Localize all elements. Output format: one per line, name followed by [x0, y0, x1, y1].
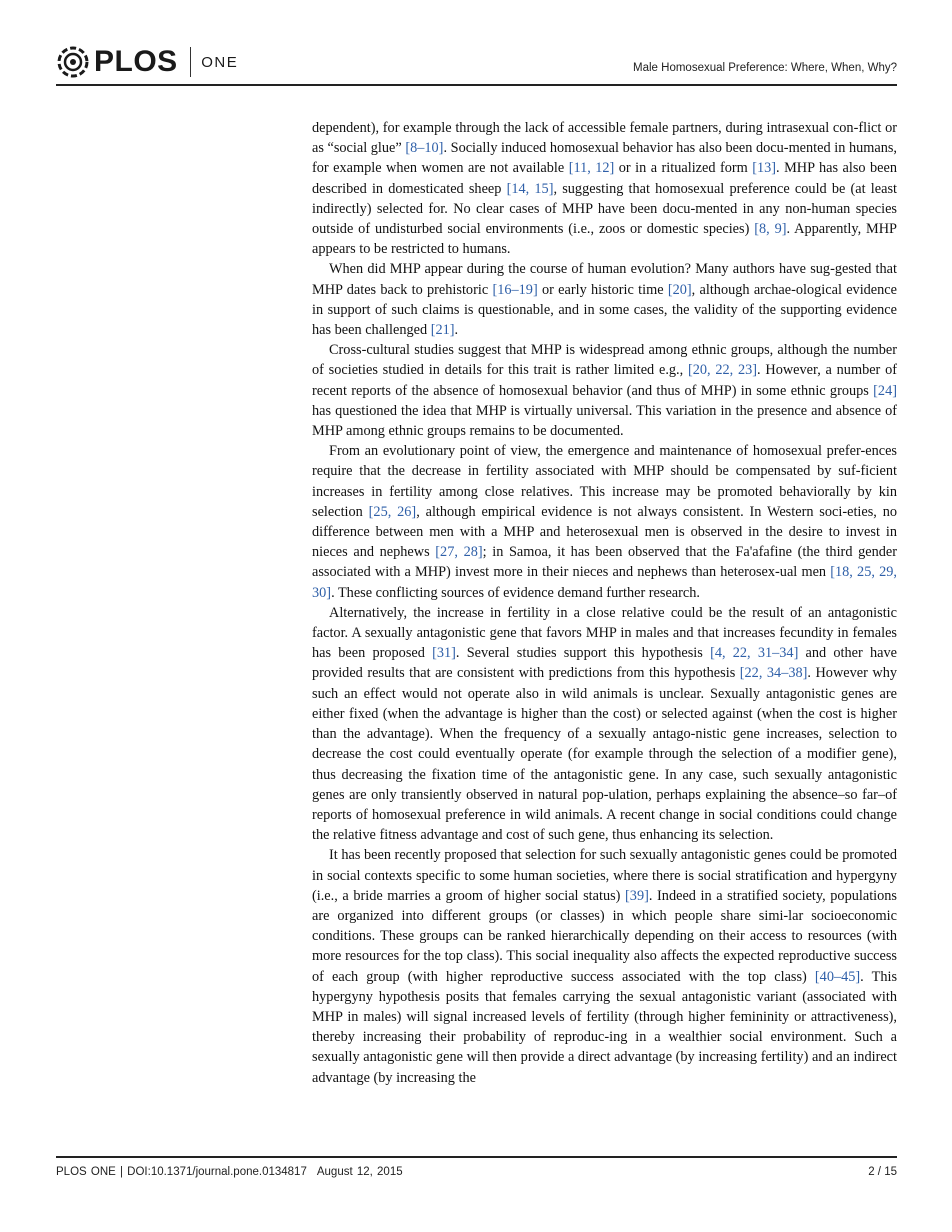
citation-link[interactable]: [11, 12]: [568, 160, 615, 177]
body-paragraph: [312, 603, 897, 845]
paragraph-text: ; in Samoa, it has been observed that the Fa'afafine (the third gender associated with a MHP) invest more in their nieces and nephews than heterosex-ual men: [312, 544, 897, 581]
citation-link[interactable]: [18, 25, 29, 30]: [312, 564, 897, 601]
citation-link[interactable]: [20, 22, 23]: [687, 362, 758, 379]
paragraph-text: has questioned the idea that MHP is virtually universal. This variation in the presence and absence of MHP among ethnic groups remains to be documented.: [312, 402, 897, 440]
body-paragraph: [312, 259, 897, 340]
paragraph-text: Alternatively, the increase in fertility in a close relative could be the result of an antagonistic factor. A sexually antagonistic gene that favors MHP in males and that increases fecundity in females has been proposed: [312, 604, 897, 662]
body-paragraph: [312, 441, 897, 603]
footer-date: August 12, 2015: [316, 1166, 403, 1178]
body-paragraph: [312, 340, 897, 441]
article-body: [312, 118, 897, 1088]
citation-link[interactable]: [8–10]: [405, 140, 444, 157]
paragraph-text: , suggesting that homosexual preference could be (at least indirectly) selected for. No clear cases of MHP have been docu-mented in any non-human species outside of undisturbed social environments (i.e., zoos or domestic species): [312, 180, 897, 238]
logo-wordmark: PLOS: [94, 45, 178, 78]
paragraph-text: Cross-cultural studies suggest that MHP is widespread among ethnic groups, although the number of societies studied in details for this trait is rather limited e.g.,: [312, 342, 897, 379]
paragraph-text: From an evolutionary point of view, the emergence and maintenance of homosexual prefer-ences require that the decrease in fertility associated with MHP should be compensated by suf-ficient increases in fertility among close relatives. This increase may be promoted behaviorally by kin selection: [312, 443, 897, 520]
paragraph-text: It has been recently proposed that selection for such sexually antagonistic genes could be promoted in social contexts specific to some human societies, where there is social stratification and hypergyny (i.e., a bride marries a groom of higher social status): [312, 847, 897, 904]
paragraph-text: . This hypergyny hypothesis posits that females carrying the sexual antagonistic variant (associated with MHP in males) will signal increased levels of fertility (through higher femininity or attractiveness), thereby increasing their probability of reproduc-ing in a wealthier social environment. Such a sexually antagonistic gene will then provide a direct advantage (by increasing fertility) and an indirect advantage (by increasing the: [312, 968, 898, 1086]
paragraph-text: . However why such an effect would not operate also in wild animals is unclear. Sexually antagonistic genes are either fixed (when the advantage is higher than the cost) or selected against (when the cost is higher than the advantage). When the frequency of a sexually antago-nistic gene increases, selection to decrease the cost could eventually operate (for example through the selection of a modifier gene), thus decreasing the fixation time of the antagonistic gene. In any case, such sexually antagonistic genes are only transiently observed in natural pop-ulation, perhaps explaining the absence–so far–of reports of homosexual preference in wild animals. A recent change in social conditions could change the relative fitness advantage and cost of such gene, thus enhancing its selection.: [312, 665, 897, 844]
page-header: [56, 40, 897, 86]
paragraph-text: . These conflicting sources of evidence demand further research.: [331, 584, 700, 601]
citation-link[interactable]: [40–45]: [814, 968, 861, 985]
paragraph-text: . Several studies support this hypothesis: [455, 645, 711, 662]
paragraph-text: . However, a number of recent reports of the absence of homosexual behavior (and thus of MHP) in some ethnic groups: [312, 362, 897, 399]
paragraph-text: or in a ritualized form: [614, 160, 753, 177]
paragraph-text: . Indeed in a stratified society, populations are organized into different groups (or classes) in which people share simi-lar socioeconomic conditions. These groups can be ranked hierarchically depending on their access to resources (with more resources for the top class). This social inequality also affects the expected reproductive success of each group (with higher reproductive success associated with the top class): [312, 887, 898, 985]
paragraph-text: . Apparently, MHP appears to be restricted to humans.: [312, 221, 898, 258]
running-title: Male Homosexual Preference: Where, When, Why?: [633, 62, 897, 74]
citation-link[interactable]: [13]: [752, 160, 777, 177]
plos-one-logo: [56, 42, 238, 82]
citation-link[interactable]: [4, 22, 31–34]: [710, 645, 799, 662]
body-paragraph: [312, 845, 897, 1087]
paragraph-text: and other have provided results that are consistent with predictions from this hypothesis: [312, 645, 897, 682]
citation-link[interactable]: [14, 15]: [506, 180, 554, 197]
paragraph-text: , although archae-ological evidence in support of such claims is questionable, and in some cases, the validity of the supporting evidence has been challenged: [312, 281, 897, 339]
paragraph-text: . Socially induced homosexual behavior has also been docu-mented in humans, for example when women are not available: [312, 140, 897, 177]
citation-link[interactable]: [27, 28]: [435, 544, 483, 561]
paragraph-text: , although empirical evidence is not always consistent. In Western soci-eties, no difference between men with a MHP and heterosexual men is observed in the desire to invest in nieces and nephews: [312, 503, 898, 561]
citation-link[interactable]: [20]: [667, 281, 692, 298]
citation-link[interactable]: [25, 26]: [368, 503, 417, 520]
logo-divider: [190, 47, 192, 77]
footer-journal-doi: PLOS ONE | DOI:10.1371/journal.pone.0134817: [56, 1166, 307, 1178]
citation-link[interactable]: [31]: [432, 645, 456, 662]
paragraph-text: or early historic time: [537, 281, 668, 298]
page-number: 2 / 15: [868, 1166, 897, 1178]
plos-logo-icon: [56, 45, 90, 79]
footer-rule: [56, 1156, 897, 1158]
header-rule: [56, 84, 897, 86]
citation-link[interactable]: [8, 9]: [754, 221, 787, 238]
logo-subtitle: ONE: [201, 53, 239, 71]
paragraph-text: dependent), for example through the lack of accessible female partners, during intrasexual con-flict or as “social glue”: [312, 120, 897, 157]
footer-citation: [56, 1166, 403, 1178]
citation-link[interactable]: [39]: [625, 887, 649, 904]
citation-link[interactable]: [24]: [873, 382, 897, 399]
paragraph-text: . MHP has also been described in domesticated sheep: [312, 160, 897, 197]
body-paragraph: [312, 118, 897, 259]
citation-link[interactable]: [22, 34–38]: [739, 665, 808, 682]
citation-link[interactable]: [21]: [430, 322, 455, 339]
paragraph-text: When did MHP appear during the course of human evolution? Many authors have sug-gested that MHP dates back to prehistoric: [312, 261, 897, 298]
paragraph-text: .: [454, 322, 459, 339]
citation-link[interactable]: [16–19]: [492, 281, 538, 298]
